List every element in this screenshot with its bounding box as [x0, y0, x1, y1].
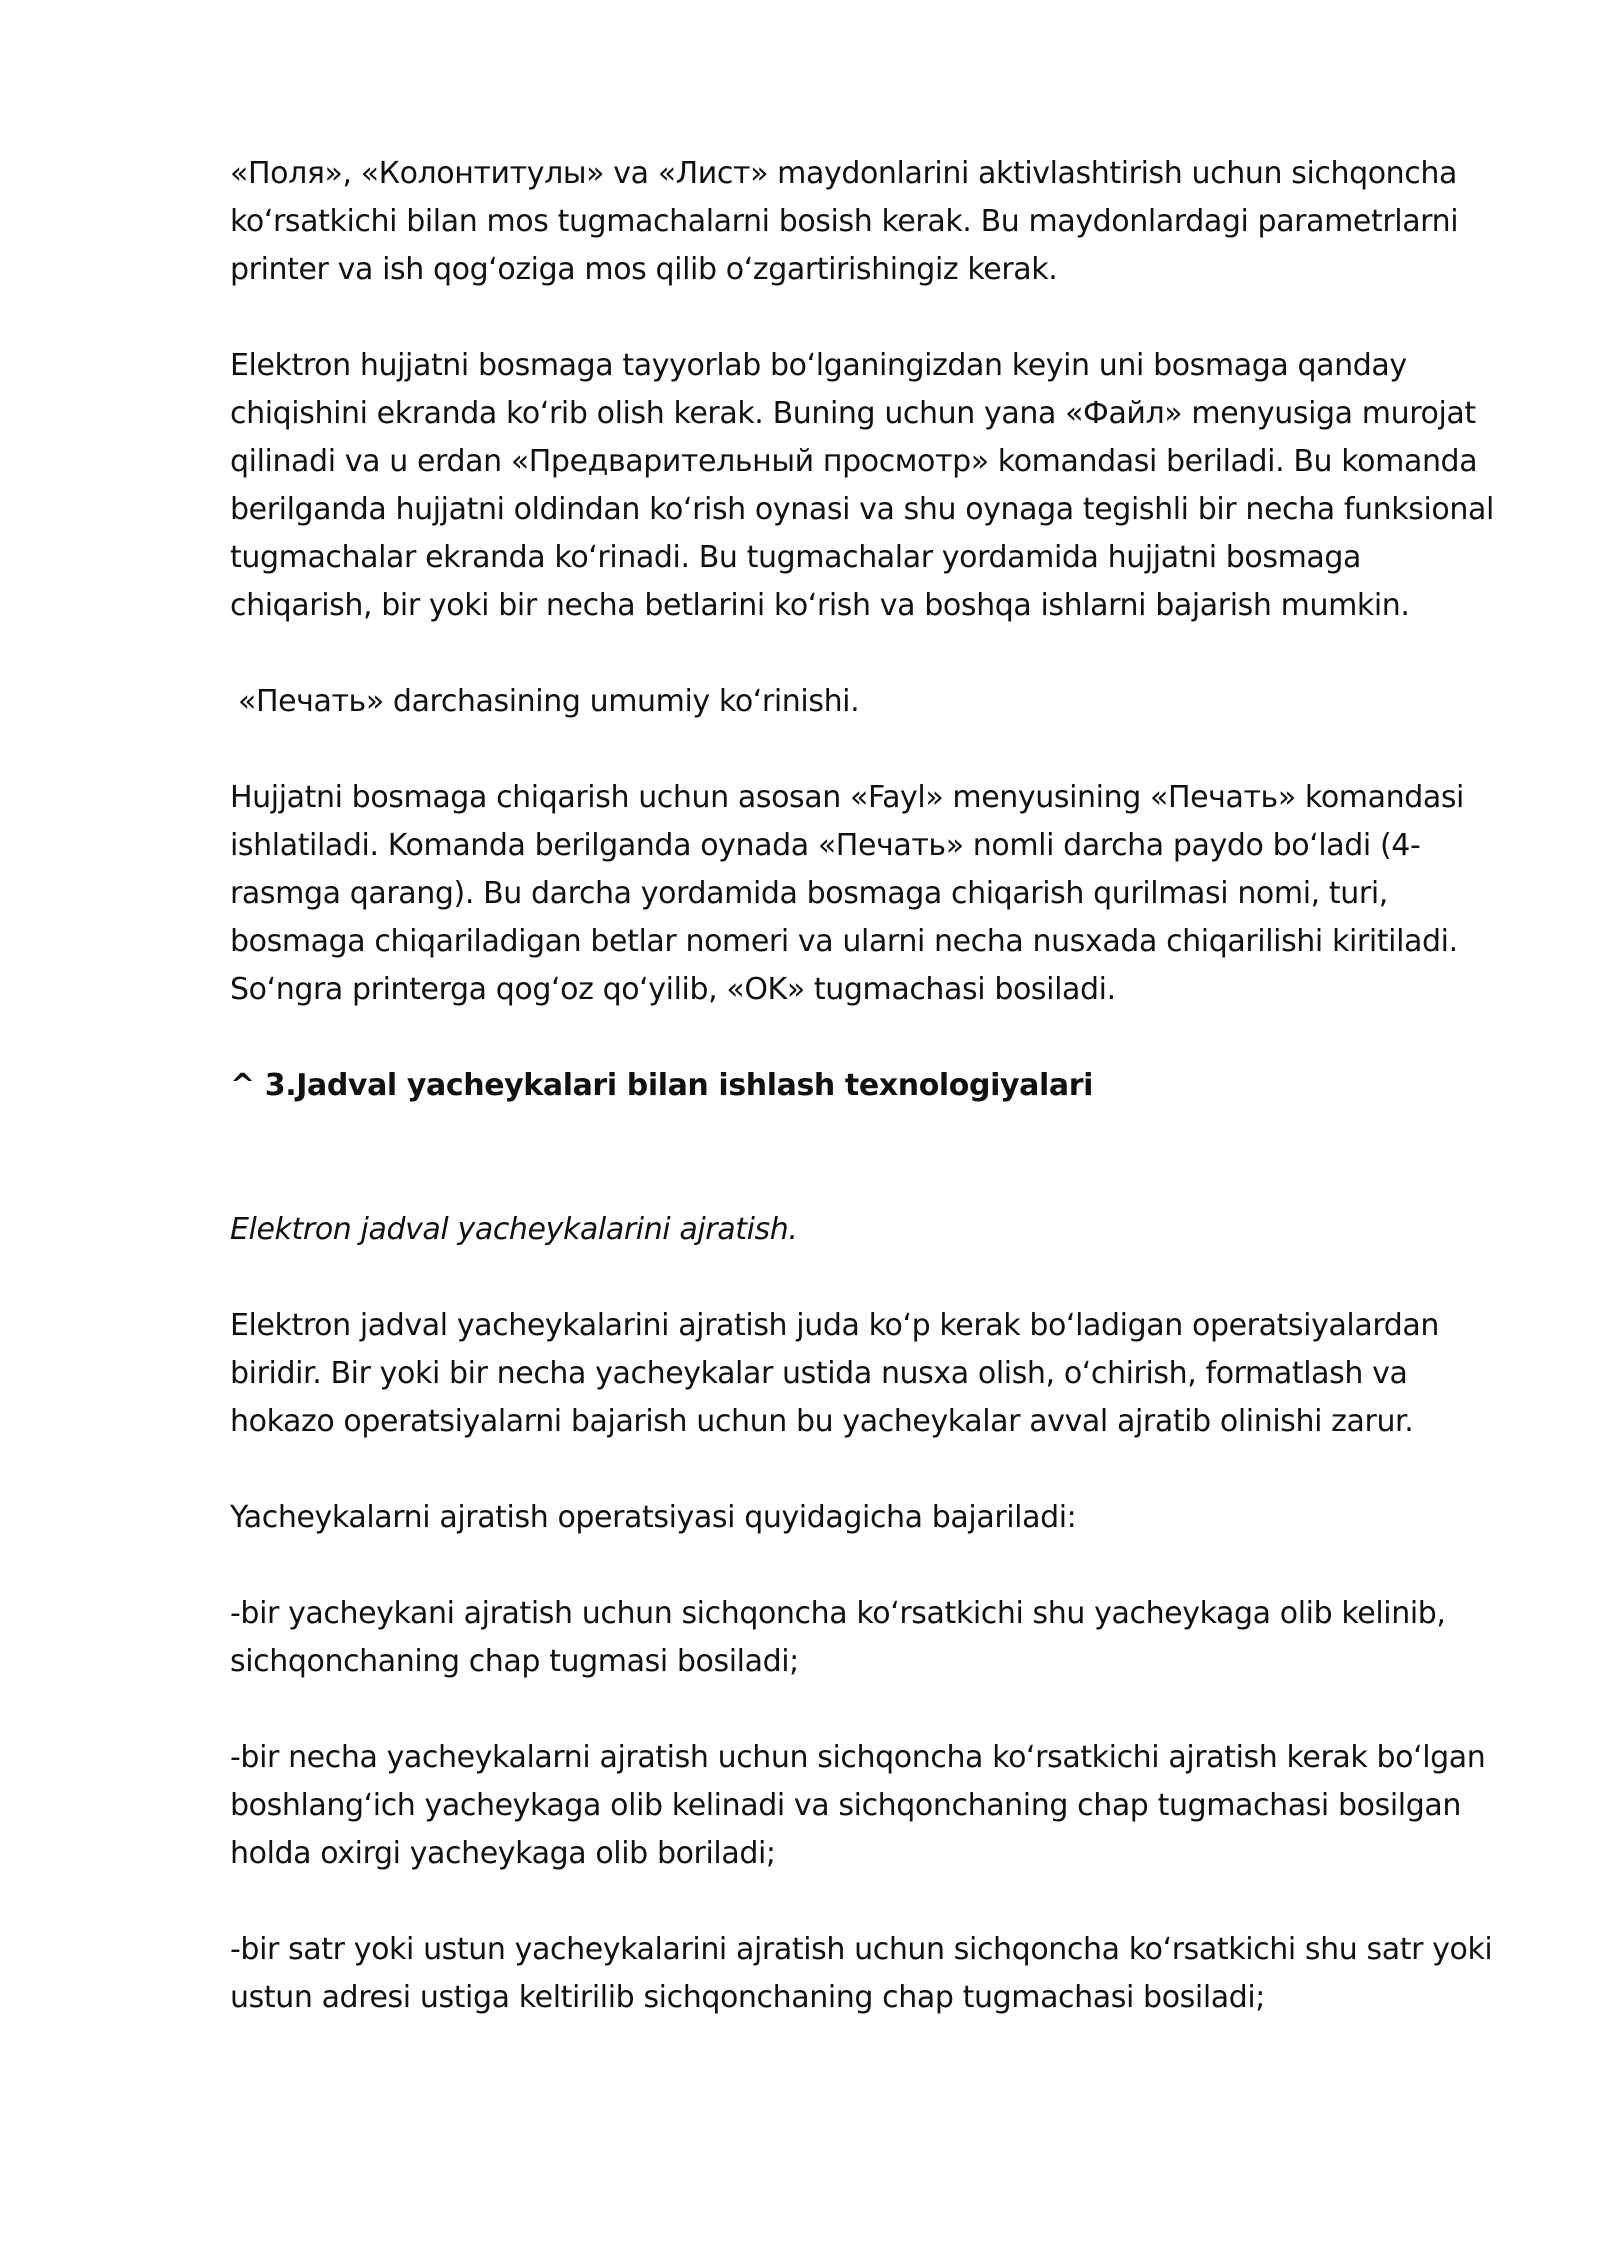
section-heading: ^ 3.Jadval yacheykalari bilan ishlash texnologiyalari — [230, 1068, 1093, 1103]
subheading-cell-selection: Elektron jadval yacheykalarini ajratish. — [230, 1212, 798, 1247]
paragraph-print-preview: Elektron hujjatni bosmaga tayyorlab boʻlganingizdan keyin uni bosmaga qanday chiqishini ekranda koʻrib olish kerak. Buning uchun yana «Файл» menyusiga murojat qilinadi va u erdan «Предварительный просмотр» komandasi beriladi. Bu komanda berilganda hujjatni oldindan koʻrish oynasi va shu oynaga tegishli bir necha funksional tugmachalar ekranda koʻrinadi. Bu tugmachalar yordamida hujjatni bosmaga chiqarish, bir yoki bir necha betlarini koʻrish va boshqa ishlarni bajarish mumkin. — [230, 348, 1494, 623]
list-item-multiple-cells: -bir necha yacheykalarni ajratish uchun sichqoncha koʻrsatkichi ajratish kerak boʻlgan boshlangʻich yacheykaga olib kelinadi va sichqonchaning chap tugmachasi bosilgan holda oxirgi yacheykaga olib boriladi; — [230, 1740, 1486, 1871]
list-item-single-cell: -bir yacheykani ajratish uchun sichqoncha koʻrsatkichi shu yacheykaga olib kelinib, sichqonchaning chap tugmasi bosiladi; — [230, 1596, 1446, 1679]
list-item-row-column: -bir satr yoki ustun yacheykalarini ajratish uchun sichqoncha koʻrsatkichi shu satr yoki ustun adresi ustiga keltirilib sichqonchaning chap tugmachasi bosiladi; — [230, 1932, 1493, 2015]
document-page — [230, 150, 1510, 2070]
paragraph-print-command: Hujjatni bosmaga chiqarish uchun asosan «Fayl» menyusining «Печать» komandasi ishlatiladi. Komanda berilganda oynada «Печать» nomli darcha paydo boʻladi (4-rasmga qarang). Bu darcha yordamida bosmaga chiqarish qurilmasi nomi, turi, bosmaga chiqariladigan betlar nomeri va ularni necha nusxada chiqarilishi kiritiladi. Soʻngra printerga qogʻoz qoʻyilib, «OK» tugmachasi bosiladi. — [230, 780, 1464, 1007]
paragraph-print-dialog-caption: «Печать» darchasining umumiy koʻrinishi. — [238, 684, 860, 719]
paragraph-cell-selection-intro: Elektron jadval yacheykalarini ajratish juda koʻp kerak boʻladigan operatsiyalardan biridir. Bir yoki bir necha yacheykalar ustida nusxa olish, oʻchirish, formatlash va hokazo operatsiyalarni bajarish uchun bu yacheykalar avval ajratib olinishi zarur. — [230, 1308, 1439, 1439]
paragraph-selection-steps-intro: Yacheykalarni ajratish operatsiyasi quyidagicha bajariladi: — [230, 1500, 1077, 1535]
paragraph-page-setup-fields: «Поля», «Колонтитулы» va «Лист» maydonlarini aktivlashtirish uchun sichqoncha koʻrsatkichi bilan mos tugmachalarni bosish kerak. Bu maydonlardagi parametrlarni printer va ish qogʻoziga mos qilib oʻzgartirishingiz kerak. — [230, 156, 1459, 287]
